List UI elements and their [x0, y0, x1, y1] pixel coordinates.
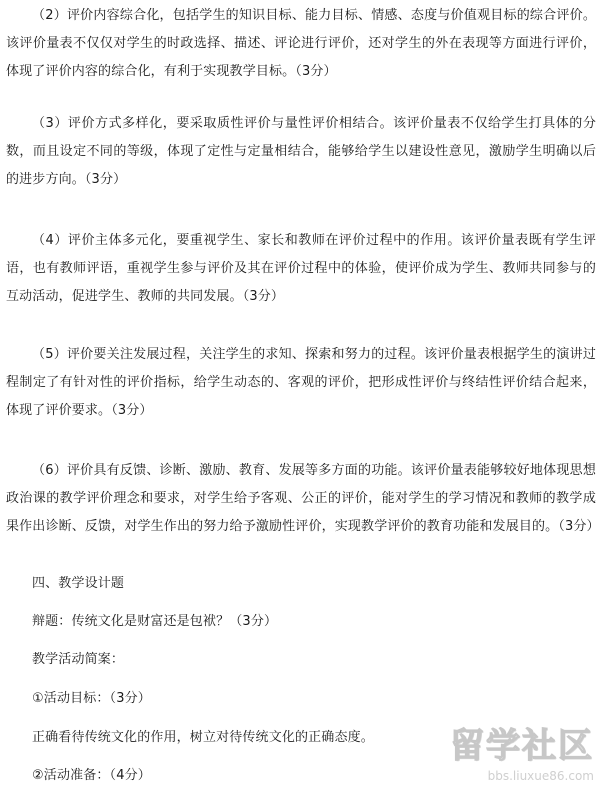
prep-heading: ②活动准备：（4分） [32, 768, 151, 783]
paragraph-6: （6）评价具有反馈、诊断、激励、教育、发展等多方面的功能。该评价量表能够较好地体现思想政治课的教学评价理念和要求，对学生给予客观、公正的评价，能对学生的学习情况和教师的教学成果作出诊断、反馈，对学生作出的努力给予激励性评价，实现教学评价的教育功能和发展目的。（3分） [6, 463, 600, 534]
goal-heading: ①活动目标：（3分） [32, 691, 151, 706]
watermark-logo-text: 留学社区 [450, 726, 594, 766]
watermark-logo [424, 718, 594, 788]
paragraph-5: （5）评价要关注发展过程，关注学生的求知、探索和努力的过程。该评价量表根据学生的演讲过程制定了有针对性的评价指标，给学生动态的、客观的评价，把形成性评价与终结性评价结合起来，体现了评价要求。（3分） [6, 347, 596, 418]
paragraph-3: （3）评价方式多样化，要采取质性评价与量性评价相结合。该评价量表不仅给学生打具体的分数，而且设定不同的等级，体现了定性与定量相结合，能够给学生以建设性意见，激励学生明确以后的进步方向。（3分） [6, 116, 596, 187]
watermark-url: bbs.liuxue86.com [487, 769, 594, 783]
debate-topic: 辩题：传统文化是财富还是包袱？（3分） [32, 614, 278, 629]
goal-text: 正确看待传统文化的作用，树立对待传统文化的正确态度。 [32, 730, 374, 745]
paragraph-2: （2）评价内容综合化，包括学生的知识目标、能力目标、情感、态度与价值观目标的综合评价。该评价量表不仅仅对学生的时政选择、描述、评论进行评价，还对学生的外在表现等方面进行评价，体现了评价内容的综合化，有利于实现教学目标。（3分） [6, 8, 596, 79]
paragraph-4: （4）评价主体多元化，要重视学生、家长和教师在评价过程中的作用。该评价量表既有学生评语，也有教师评语，重视学生参与评价及其在评价过程中的体验，使评价成为学生、教师共同参与的互动活动，促进学生、教师的共同发展。（3分） [6, 233, 596, 304]
section-title: 四、教学设计题 [32, 576, 125, 591]
activity-plan-label: 教学活动简案： [32, 652, 125, 667]
